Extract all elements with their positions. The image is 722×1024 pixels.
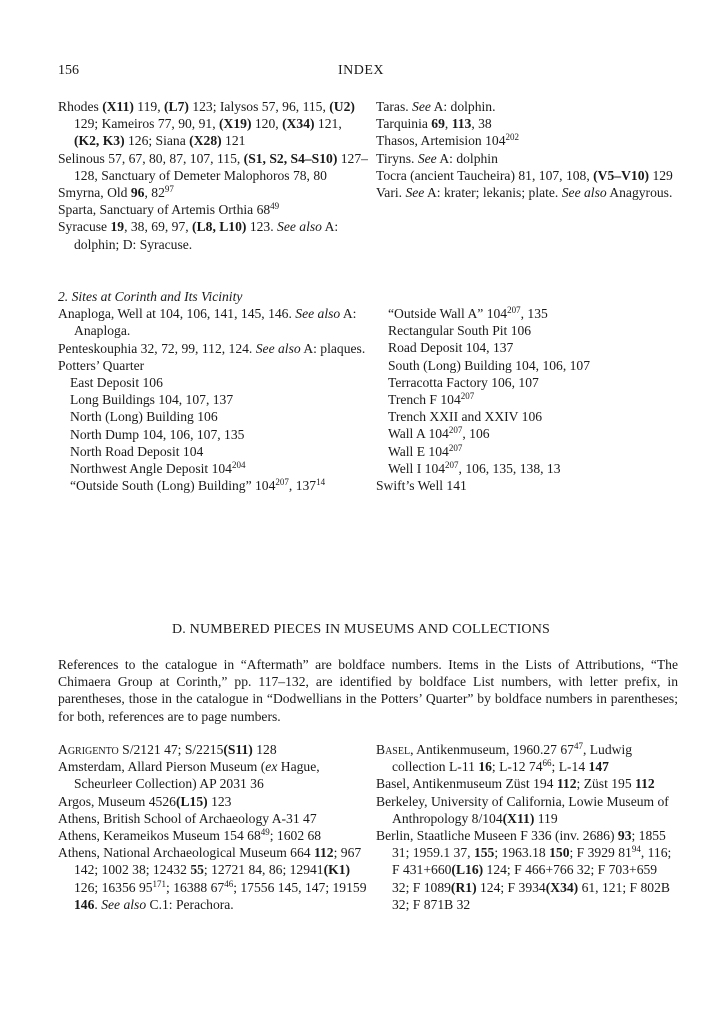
index-entry: Anaploga, Well at 104, 106, 141, 145, 146. See also A: Anaploga. — [58, 306, 357, 339]
index-entry: Rhodes (X11) 119, (L7) 123; Ialysos 57, 96, 115, (U2) 129; Kameiros 77, 90, 91, (X19) 120, (X34) 121, (K2, K3) 126; Siana (X28) 121 — [58, 99, 355, 149]
index-entry: Potters’ Quarter — [58, 357, 145, 373]
subsection-heading: 2. Sites at Corinth and Its Vicinity — [58, 289, 243, 304]
index-subentry: Wall E $104^{207}$ — [388, 442, 463, 459]
index-subentry: Wall A $104^{207}$, 106 — [388, 425, 490, 442]
index-subentry: Well I $104^{207}$, 106, 135, 138, 13 — [388, 459, 561, 476]
running-title: INDEX — [337, 63, 385, 78]
index-subentry: Road Deposit 104, 137 — [388, 340, 514, 356]
index-subentry: South (Long) Building 104, 106, 107 — [388, 357, 591, 373]
index-subentry: Trench F $104^{207}$ — [388, 391, 475, 408]
index-entry: Tiryns. See A: dolphin — [376, 150, 498, 166]
index-subentry: North (Long) Building 106 — [70, 409, 218, 425]
index-entry: Sparta, Sanctuary of Artemis Orthia $68^{49}$ — [58, 201, 280, 218]
index-column-left-top — [58, 98, 370, 253]
index-subentry: North Dump 104, 106, 107, 135 — [70, 426, 245, 442]
section-intro: References to the catalogue in “Aftermath” are boldface numbers. Items in the Lists of Attributions, “The Chimaera Group at Corinth,” pp. 117–132, are identified by boldface List numbers, with letter prefix, in parentheses, those in the catalogue in “Dodwellians in the Potters’ Quarter” by boldface numbers in parentheses; for both, references are to page numbers. — [58, 657, 678, 724]
index-subentry: Long Buildings 104, 107, 137 — [70, 392, 234, 408]
index-subentry: North Road Deposit 104 — [70, 443, 204, 459]
index-entry: Berlin, Staatliche Museen F 336 (inv. 2686) 93; 1855 31; 1959.1 37, 155; 1963.18 150; F 3929 $81^{94}$, 116; F 431+660(L16) 124; F 466+766 32; F 703+659 32; F 1089(R1) 124; F 3934(X34) 61, 121; F 802B 32; F 871B 32 — [376, 828, 672, 912]
index-subentry: “Outside Wall A” $104^{207}$, 135 — [388, 305, 548, 321]
index-subentry: Northwest Angle Deposit $104^{204}$ — [70, 460, 246, 477]
index-entry: Swift’s Well 141 — [376, 478, 467, 494]
index-entry: Amsterdam, Allard Pierson Museum (ex Hague, Scheurleer Collection) AP 2031 36 — [58, 759, 320, 792]
index-entry: Penteskouphia 32, 72, 99, 112, 124. See also A: plaques. — [58, 340, 366, 356]
index-subentry: Terracotta Factory 106, 107 — [388, 374, 539, 390]
index-entry: Taras. See A: dolphin. — [376, 99, 496, 114]
museum-column-left — [58, 741, 370, 913]
index-entry: Thasos, Artemision $104^{202}$ — [376, 132, 520, 149]
index-entry: Athens, Kerameikos Museum 154 $68^{49}$; 1602 68 — [58, 827, 322, 844]
index-column-right-top — [376, 98, 676, 201]
index-entry: Tocra (ancient Taucheira) 81, 107, 108, (V5–V10) 129 — [376, 167, 673, 183]
index-subentry: Rectangular South Pit 106 — [388, 323, 532, 339]
index-entry: Basel, Antikenmuseum Züst 194 112; Züst 195 112 — [376, 776, 655, 792]
index-subentry: East Deposit 106 — [70, 375, 163, 391]
index-entry: Vari. See A: krater; lekanis; plate. See also Anagyrous. — [376, 185, 673, 201]
corinth-column-right — [376, 305, 676, 494]
index-entry: Argos, Museum 4526(L15) 123 — [58, 793, 232, 809]
index-entry: Agrigento S/2121 47; S/2215(S11) 128 — [58, 742, 277, 757]
museum-column-right — [376, 741, 676, 913]
corinth-column-left — [58, 288, 370, 494]
index-entry: Athens, National Archaeological Museum 664 112; 967 142; 1002 38; 12432 55; 12721 84, 86; 12941(K1) 126; 16356 $95^{171}$; 16388 $67^{46}$; 17556 145, 147; 19159 146. See also C.1: Perachora. — [58, 845, 367, 912]
index-entry: Tarquinia 69, 113, 38 — [376, 116, 492, 132]
index-subentry: “Outside South (Long) Building” $104^{207}$, $137^{14}$ — [70, 477, 326, 494]
page-number: 156 — [58, 63, 79, 78]
index-entry: Smyrna, Old 96, $82^{97}$ — [58, 184, 174, 201]
section-title: D. NUMBERED PIECES IN MUSEUMS AND COLLECTIONS — [171, 622, 551, 637]
index-entry: Athens, British School of Archaeology A-31 47 — [58, 810, 317, 826]
index-entry: Basel, Antikenmuseum, 1960.27 $67^{47}$, Ludwig collection L-11 16; L-12 $74^{66}$; L-14 147 — [376, 741, 633, 775]
index-entry: Berkeley, University of California, Lowie Museum of Anthropology 8/104(X11) 119 — [376, 793, 669, 826]
index-entry: Syracuse 19, 38, 69, 97, (L8, L10) 123. See also A: dolphin; D: Syracuse. — [58, 219, 339, 252]
index-entry: Selinous 57, 67, 80, 87, 107, 115, (S1, S2, S4–S10) 127–128, Sanctuary of Demeter Malophoros 78, 80 — [58, 150, 368, 183]
index-subentry: Trench XXII and XXIV 106 — [388, 409, 543, 425]
